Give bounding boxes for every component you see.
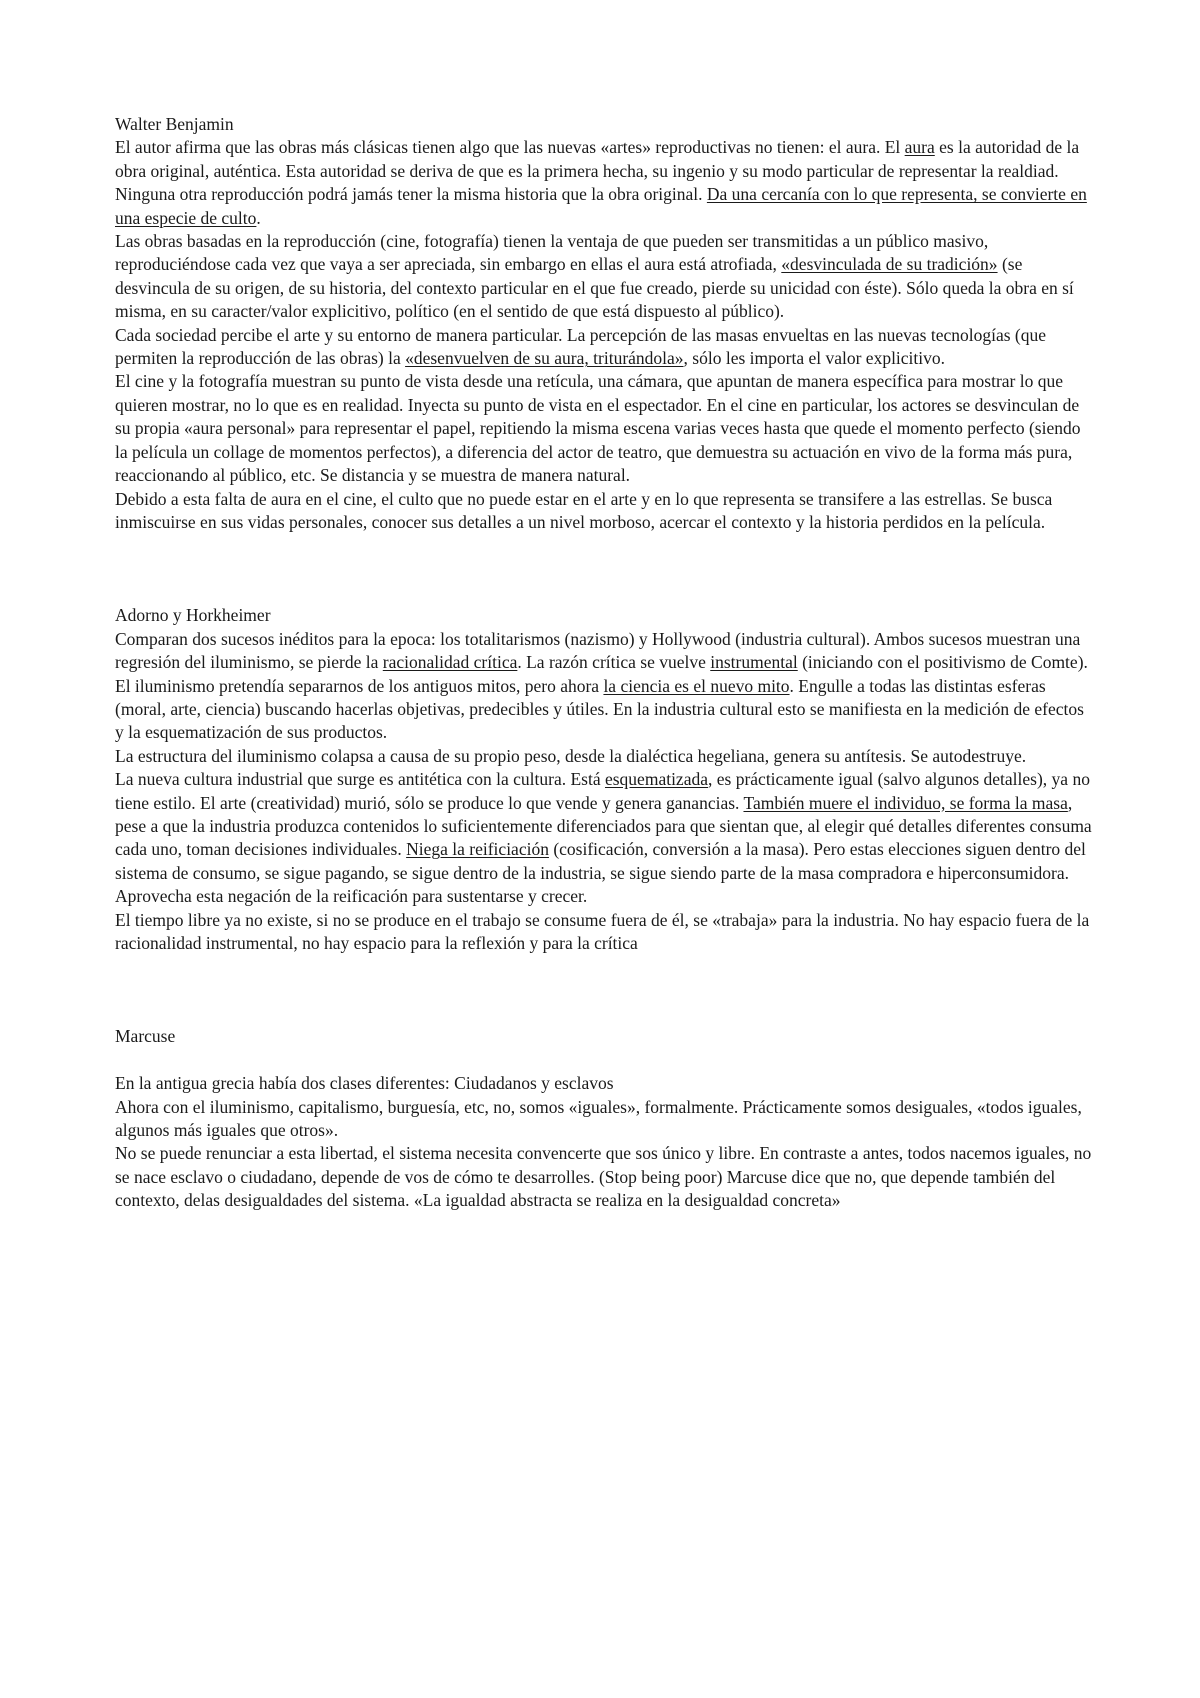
text-run: , sólo les importa el valor explicitivo.: [683, 348, 946, 369]
paragraph: [115, 745, 1095, 768]
underlined-text: racionalidad crítica: [382, 652, 518, 673]
paragraph: [115, 324, 1095, 371]
line-spacer: [115, 1049, 1095, 1072]
text-run: . La razón crítica se vuelve: [517, 652, 711, 673]
text-run: El tiempo libre ya no existe, si no se produce en el trabajo se consume fuera de él, se «trabaja» para la industria. No hay espacio fuera de la racionalidad instrumental, no hay espacio para la reflexión y para la crítica: [115, 909, 1090, 953]
text-run: .: [256, 207, 261, 228]
text-run: Comparan dos sucesos inéditos para la epoca: los totalitarismos (nazismo) y Hollywood (industria cultural). Ambos sucesos muestran una regresión del iluminismo, se pierde la: [115, 628, 1081, 673]
paragraph: [115, 628, 1095, 745]
text-run: En la antigua grecia había dos clases diferentes: Ciudadanos y esclavos: [115, 1073, 614, 1094]
document-body: [115, 113, 1095, 1213]
text-run: Debido a esta falta de aura en el cine, el culto que no puede estar en el arte y en lo que representa se transifere a las estrellas. Se busca inmiscuirse en sus vidas personales, conocer sus detalles a un nivel morboso, acercar el contexto y la historia perdidos en la película.: [115, 488, 1053, 532]
paragraph: [115, 230, 1095, 324]
underlined-text: Niega la reificiación: [406, 839, 549, 860]
section-heading-marcuse: Marcuse: [115, 1026, 176, 1047]
paragraph: [115, 1096, 1095, 1143]
text-run: . Engulle a todas las distintas esferas (moral, arte, ciencia) buscando hacerlas objetivas, predecibles y útiles. En la industria cultural esto se manifiesta en la medición de efectos y la esquematización de sus productos.: [115, 675, 1084, 743]
text-run: El cine y la fotografía muestran su punto de vista desde una retícula, una cámara, que apuntan de manera específica para mostrar lo que quieren mostrar, no lo que es en realidad. Inyecta su punto de vista en el espectador. En el cine en particular, los actores se desvinculan de su propia «aura personal» para representar el papel, repitiendo la misma escena varias veces hasta que quede el momento perfecto (siendo la película un collage de momentos perfectos), a diferencia del actor de teatro, que demuestra su actuación en vivo de la forma más pura, reaccionando al público, etc. Se distancia y se muestra de manera natural.: [115, 371, 1081, 486]
underlined-text: También muere el individuo, se forma la masa: [743, 792, 1068, 813]
text-run: (se desvincula de su origen, de su historia, del contexto particular en el que fue creado, pierde su unicidad con éste). Sólo queda la obra en sí misma, en su caracter/valor explicitivo, político (en el sentido de que está dispuesto al público).: [115, 254, 1074, 322]
section-spacer: [115, 534, 1095, 604]
underlined-text: la ciencia es el nuevo mito: [603, 675, 790, 696]
text-run: Las obras basadas en la reproducción (cine, fotografía) tienen la ventaja de que pueden ser transmitidas a un público masivo, reproduciéndose cada vez que vaya a ser apreciada, sin embargo en ellas el aura está atrofiada,: [115, 231, 989, 275]
paragraph: [115, 1072, 1095, 1095]
underlined-text: aura: [904, 137, 935, 158]
underlined-text: «desenvuelven de su aura, triturándola»: [405, 348, 684, 369]
paragraph: [115, 488, 1095, 535]
underlined-text: «desvinculada de su tradición»: [781, 254, 998, 275]
section-spacer: [115, 955, 1095, 1025]
text-run: Cada sociedad percibe el arte y su entorno de manera particular. La percepción de las masas envueltas en las nuevas tecnologías (que permiten la reproducción de las obras) la: [115, 324, 1047, 369]
underlined-text: esquematizada: [604, 769, 708, 790]
text-run: , pese a que la industria produzca contenidos lo suficientemente diferenciados para que sientan que, al elegir qué detalles diferentes consuma cada uno, toman decisiones individuales.: [115, 792, 1092, 860]
text-run: (cosificación, conversión a la masa). Pero estas elecciones siguen dentro del sistema de consumo, se sigue pagando, se sigue dentro de la industria, se sigue siendo parte de la masa compradora e hiperconsumidora. Aprovecha esta negación de la reificación para sustentarse y crecer.: [115, 839, 1086, 907]
paragraph: [115, 768, 1095, 908]
text-run: , es prácticamente igual (salvo algunos detalles), ya no tiene estilo. El arte (creatividad) murió, sólo se produce lo que vende y genera ganancias.: [115, 769, 1090, 813]
paragraph: [115, 909, 1095, 956]
text-run: (iniciando con el positivismo de Comte). El iluminismo pretendía separarnos de los antiguos mitos, pero ahora: [115, 652, 1088, 696]
section-heading-adorno-horkheimer: Adorno y Horkheimer: [115, 605, 271, 626]
text-run: es la autoridad de la obra original, auténtica. Esta autoridad se deriva de que es la primera hecha, su ingenio y su modo particular de representar la realdiad. Ninguna otra reproducción podrá jamás tener la misma historia que la obra original.: [115, 137, 1080, 205]
paragraph: [115, 136, 1095, 230]
paragraph: [115, 1142, 1095, 1212]
underlined-text: instrumental: [710, 652, 798, 673]
text-run: No se puede renunciar a esta libertad, el sistema necesita convencerte que sos único y libre. En contraste a antes, todos nacemos iguales, no se nace esclavo o ciudadano, depende de vos de cómo te desarrolles. (Stop being poor) Marcuse dice que no, que depende también del contexto, delas desigualdades del sistema. «La igualdad abstracta se realiza en la desigualdad concreta»: [115, 1143, 1092, 1211]
text-run: Ahora con el iluminismo, capitalismo, burguesía, etc, no, somos «iguales», formalmente. Prácticamente somos desiguales, «todos iguales, algunos más iguales que otros».: [115, 1096, 1082, 1141]
text-run: La estructura del iluminismo colapsa a causa de su propio peso, desde la dialéctica hegeliana, genera su antítesis. Se autodestruye.: [115, 745, 1027, 766]
section-heading-benjamin: Walter Benjamin: [115, 114, 234, 134]
paragraph: [115, 370, 1095, 487]
underlined-text: Da una cercanía con lo que representa, se convierte en una especie de culto: [115, 184, 1087, 228]
text-run: La nueva cultura industrial que surge es antitética con la cultura. Está: [115, 769, 605, 790]
text-run: El autor afirma que las obras más clásicas tienen algo que las nuevas «artes» reproductivas no tienen: el aura. El: [115, 137, 905, 158]
